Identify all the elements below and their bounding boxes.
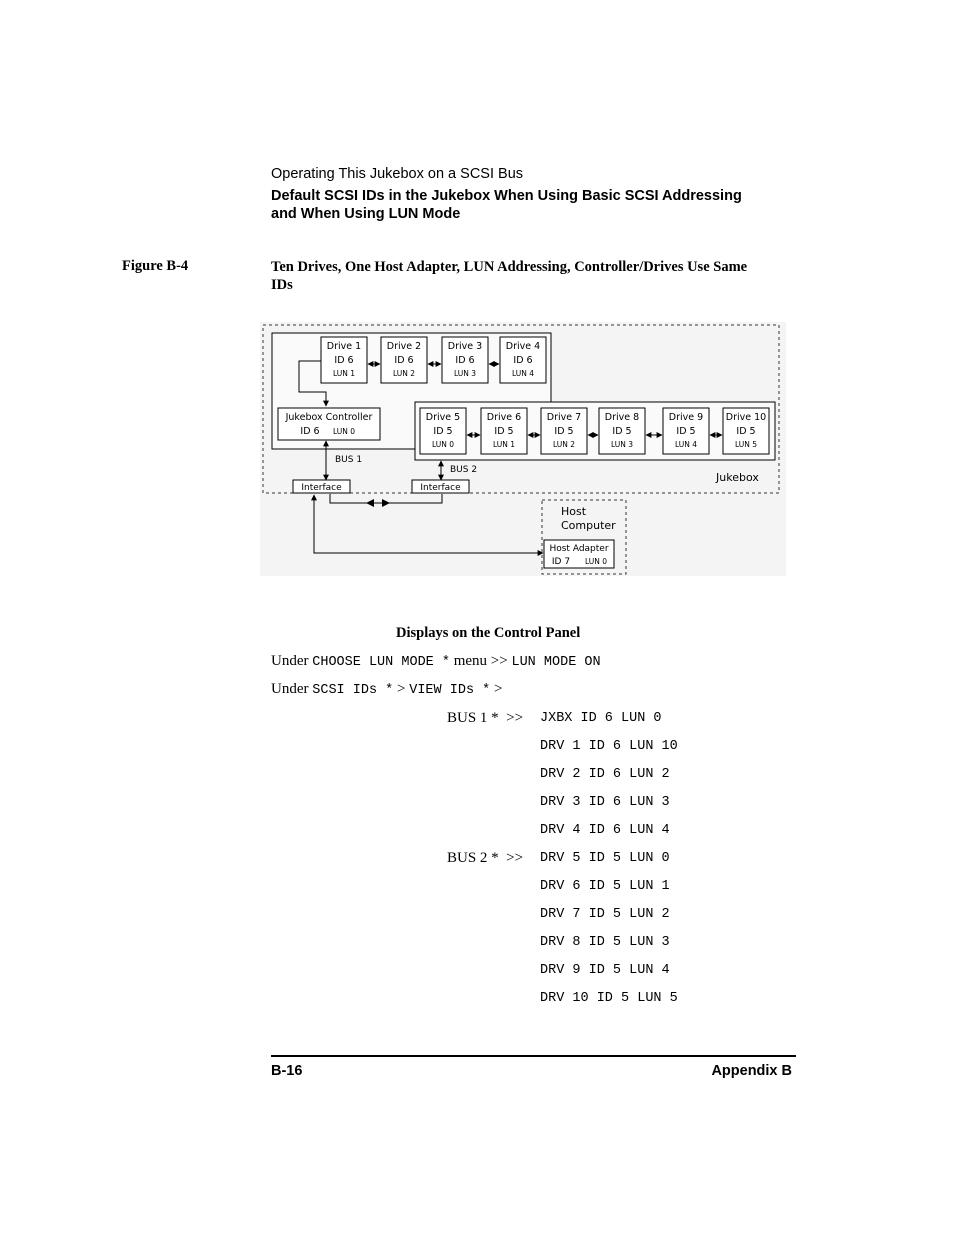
figure-caption-line1: Ten Drives, One Host Adapter, LUN Addressing, Controller/Drives Use Same xyxy=(271,259,748,275)
drive-id: ID 5 xyxy=(433,426,453,437)
drive-box xyxy=(500,337,546,383)
section-title-line1: Default SCSI IDs in the Jukebox When Using Basic SCSI Addressing xyxy=(271,188,742,204)
host-label-line2: Computer xyxy=(561,519,616,532)
controller-name: Jukebox Controller xyxy=(285,412,373,423)
drive-name: Drive 5 xyxy=(425,412,461,423)
panel-entry: DRV 5 ID 5 LUN 0 xyxy=(540,851,670,866)
panel-line2-sep: > xyxy=(393,681,410,697)
drive-id: ID 6 xyxy=(394,355,414,366)
drive-box xyxy=(599,408,645,454)
drive-box xyxy=(442,337,488,383)
choose-lun-mode-menu: CHOOSE LUN MODE * xyxy=(312,655,450,670)
panel-entry: JXBX ID 6 LUN 0 xyxy=(540,711,662,726)
drive-name: Drive 3 xyxy=(447,341,483,352)
panel-entry: DRV 9 ID 5 LUN 4 xyxy=(540,963,670,978)
jukebox-diagram xyxy=(258,320,788,578)
bus2-label: BUS 2 xyxy=(450,465,478,475)
footer-section: Appendix B xyxy=(711,1063,792,1079)
drive-lun: LUN 5 xyxy=(734,440,758,449)
panel-entry: DRV 6 ID 5 LUN 1 xyxy=(540,879,670,894)
panel-entry: DRV 4 ID 6 LUN 4 xyxy=(540,823,670,838)
drive-id: ID 5 xyxy=(676,426,696,437)
drive-lun: LUN 2 xyxy=(552,440,576,449)
drive-box xyxy=(481,408,527,454)
drive-lun: LUN 0 xyxy=(431,440,455,449)
drive-lun: LUN 4 xyxy=(511,369,535,378)
drive-box xyxy=(541,408,587,454)
view-ids-menu: VIEW IDs * xyxy=(409,683,491,698)
drive-name: Drive 1 xyxy=(326,341,362,352)
controller-lun: LUN 0 xyxy=(332,427,356,436)
interface-1-label: Interface xyxy=(301,483,342,493)
drive-id: ID 6 xyxy=(334,355,354,366)
figure-caption-line2: IDs xyxy=(271,277,293,293)
controller-id: ID 6 xyxy=(300,426,320,437)
drive-lun: LUN 2 xyxy=(392,369,416,378)
panel-entry: DRV 1 ID 6 LUN 10 xyxy=(540,739,678,754)
drive-id: ID 5 xyxy=(554,426,574,437)
host-adapter-id: ID 7 xyxy=(551,557,571,567)
drive-box xyxy=(663,408,709,454)
figure-label: Figure B-4 xyxy=(122,258,189,274)
drive-id: ID 6 xyxy=(455,355,475,366)
running-head: Operating This Jukebox on a SCSI Bus xyxy=(271,166,524,182)
drive-name: Drive 10 xyxy=(725,412,767,423)
drive-lun: LUN 3 xyxy=(453,369,477,378)
drive-id: ID 5 xyxy=(736,426,756,437)
panel-entry: DRV 2 ID 6 LUN 2 xyxy=(540,767,670,782)
drive-box xyxy=(381,337,427,383)
host-label-line1: Host xyxy=(561,505,587,518)
panel-entry: DRV 7 ID 5 LUN 2 xyxy=(540,907,670,922)
panel-line1 xyxy=(271,653,601,670)
section-title xyxy=(271,187,742,223)
bus2-group xyxy=(415,402,775,460)
panel-line1-under: Under xyxy=(271,653,313,669)
drive-lun: LUN 1 xyxy=(492,440,516,449)
panel-line2-under: Under xyxy=(271,681,313,697)
host-adapter-name: Host Adapter xyxy=(549,544,609,554)
interface-2 xyxy=(412,480,469,493)
footer-rule xyxy=(271,1055,796,1057)
drive-name: Drive 2 xyxy=(386,341,422,352)
drive-box xyxy=(321,337,367,383)
drive-id: ID 5 xyxy=(612,426,632,437)
drive-name: Drive 9 xyxy=(668,412,704,423)
drive-box xyxy=(420,408,466,454)
bus1-panel-label: BUS 1 * >> xyxy=(447,710,524,726)
drive-name: Drive 4 xyxy=(505,341,541,352)
panel-entry: DRV 3 ID 6 LUN 3 xyxy=(540,795,670,810)
panel-line1-menu-text: menu >> xyxy=(449,653,512,669)
panel-line2-end: > xyxy=(490,681,503,697)
drive-lun: LUN 3 xyxy=(610,440,634,449)
drive-name: Drive 6 xyxy=(486,412,522,423)
drive-box xyxy=(723,408,769,454)
lun-mode-on: LUN MODE ON xyxy=(511,655,601,670)
bus1-label: BUS 1 xyxy=(335,455,363,465)
host-adapter-lun: LUN 0 xyxy=(584,557,608,566)
section-title-line2: and When Using LUN Mode xyxy=(271,206,461,222)
drive-name: Drive 8 xyxy=(604,412,640,423)
panel-entry: DRV 10 ID 5 LUN 5 xyxy=(540,991,678,1006)
interface-2-label: Interface xyxy=(420,483,461,493)
figure-caption xyxy=(271,258,747,294)
bus2-panel-label: BUS 2 * >> xyxy=(447,850,524,866)
scsi-ids-menu: SCSI IDs * xyxy=(312,683,394,698)
jukebox-controller xyxy=(278,408,380,440)
drive-id: ID 5 xyxy=(494,426,514,437)
host-adapter xyxy=(544,540,614,568)
jukebox-label: Jukebox xyxy=(716,471,759,484)
page-number: B-16 xyxy=(271,1063,303,1079)
panel-entry: DRV 8 ID 5 LUN 3 xyxy=(540,935,670,950)
drive-name: Drive 7 xyxy=(546,412,582,423)
drive-lun: LUN 4 xyxy=(674,440,698,449)
interface-1 xyxy=(293,480,350,493)
panel-heading: Displays on the Control Panel xyxy=(396,625,581,641)
drive-id: ID 6 xyxy=(513,355,533,366)
drive-lun: LUN 1 xyxy=(332,369,356,378)
panel-line2 xyxy=(271,681,502,698)
